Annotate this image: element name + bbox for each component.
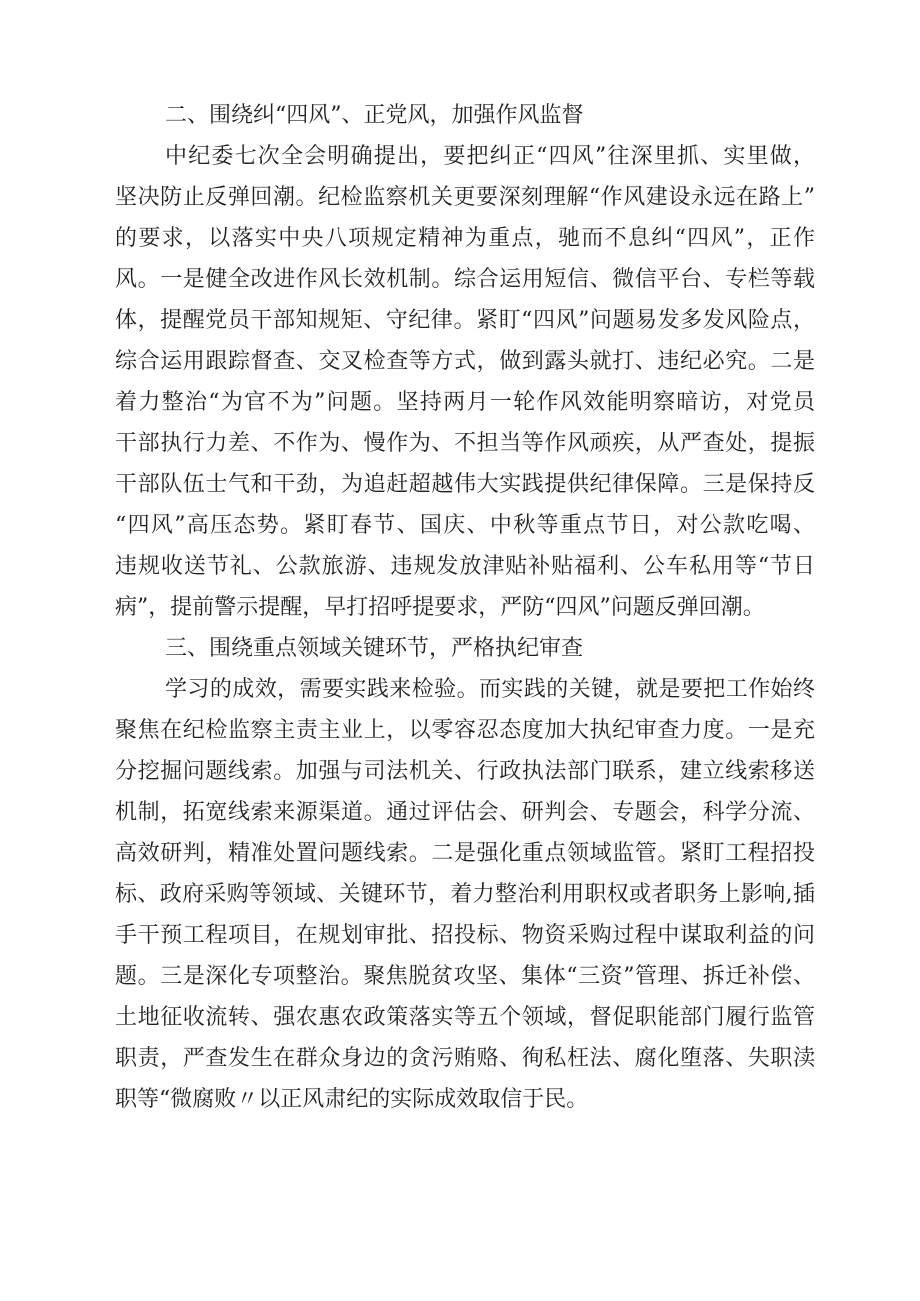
paragraph-line: 机制，拓宽线索来源渠道。通过评估会、研判会、专题会，科学分流、: [115, 800, 815, 825]
paragraph-line: 病”，提前警示提醒，早打招呼提要求，严防“四风”问题反弹回潮。: [115, 595, 765, 620]
section-heading-3: 三、围绕重点领域关键环节，严格执纪审查: [165, 636, 584, 661]
paragraph-line: 的要求，以落实中央八项规定精神为重点，驰而不息纠“四风”，正作: [115, 226, 815, 251]
document-body: [115, 95, 815, 1120]
paragraph-line: 高效研判，精准处置问题线索。二是强化重点领域监管。紧盯工程招投: [115, 841, 815, 866]
paragraph-line: 风。一是健全改进作风长效机制。综合运用短信、微信平台、专栏等载: [115, 267, 815, 292]
section-heading-2: 二、围绕纠“四风”、正党风，加强作风监督: [165, 103, 584, 128]
paragraph-line: 违规收送节礼、公款旅游、违规发放津贴补贴福利、公车私用等“节日: [115, 554, 815, 579]
paragraph-line: 中纪委七次全会明确提出，要把纠正“四风”往深里抓、实里做，: [165, 144, 815, 169]
section-paragraph-2: [115, 136, 815, 628]
paragraph-line: 分挖掘问题线索。加强与司法机关、行政执法部门联系，建立线索移送: [115, 759, 815, 784]
paragraph-line: 学习的成效，需要实践来检验。而实践的关键，就是要把工作始终: [165, 677, 815, 702]
paragraph-line: 着力整治“为官不为”问题。坚持两月一轮作风效能明察暗访，对党员: [115, 390, 815, 415]
paragraph-line: 职责，严查发生在群众身边的贪污贿赂、徇私枉法、腐化堕落、失职渎: [115, 1046, 815, 1071]
paragraph-line: 体，提醒党员干部知规矩、守纪律。紧盯“四风”问题易发多发风险点，: [115, 308, 815, 333]
paragraph-line: 干部执行力差、不作为、慢作为、不担当等作风顽疾，从严查处，提振: [115, 431, 815, 456]
paragraph-line: “四风”高压态势。紧盯春节、国庆、中秋等重点节日，对公款吃喝、: [115, 513, 815, 538]
paragraph-line: 聚焦在纪检监察主责主业上，以零容忍态度加大执纪审查力度。一是充: [115, 718, 815, 743]
paragraph-line: 坚决防止反弹回潮。纪检监察机关更要深刻理解“作风建设永远在路上”: [115, 185, 815, 210]
paragraph-line: 题。三是深化专项整治。聚焦脱贫攻坚、集体“三资”管理、拆迁补偿、: [115, 964, 815, 989]
paragraph-line: 标、政府采购等领域、关键环节，着力整治利用职权或者职务上影响,插: [115, 882, 815, 907]
paragraph-line: 职等“微腐败〃以正风肃纪的实际成效取信于民。: [115, 1087, 589, 1112]
paragraph-line: 土地征收流转、强农惠农政策落实等五个领域，督促职能部门履行监管: [115, 1005, 815, 1030]
paragraph-line: 干部队伍士气和干劲，为追赶超越伟大实践提供纪律保障。三是保持反: [115, 472, 815, 497]
paragraph-line: 手干预工程项目，在规划审批、招投标、物资采购过程中谋取利益的问: [115, 923, 815, 948]
section-paragraph-3: [115, 669, 815, 1120]
paragraph-line: 综合运用跟踪督查、交叉检查等方式，做到露头就打、违纪必究。二是: [115, 349, 815, 374]
